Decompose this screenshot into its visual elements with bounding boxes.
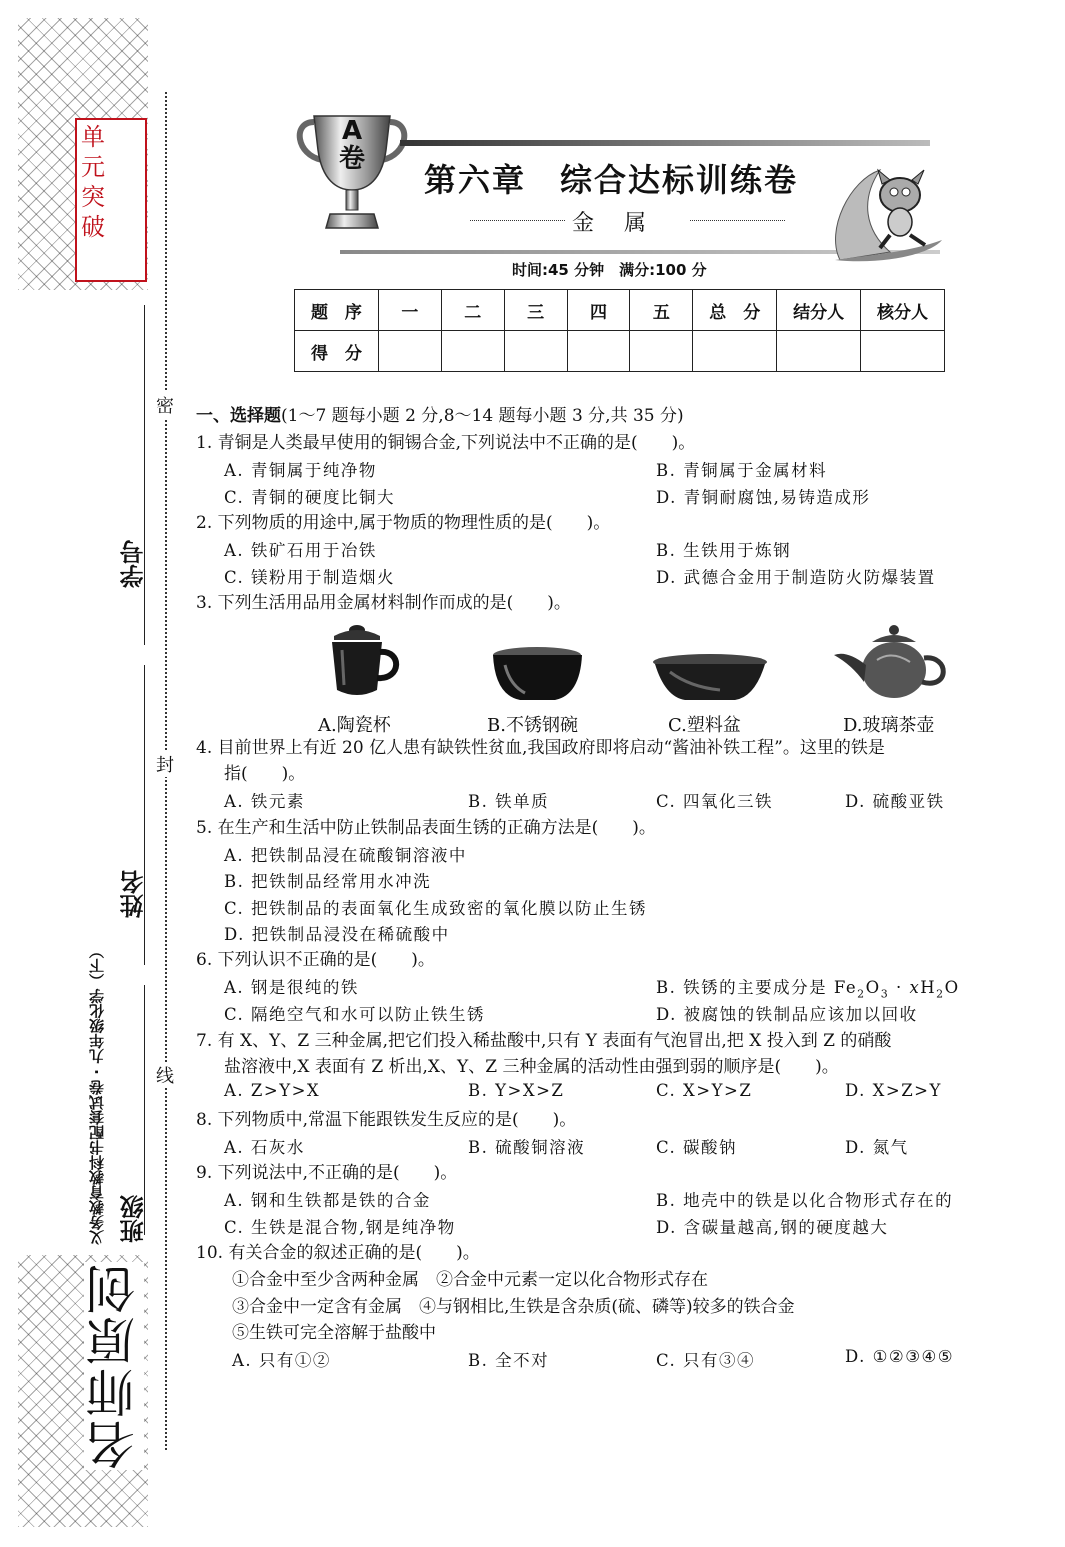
question-stem: 1. 青铜是人类最早使用的铜锡合金,下列说法中不正确的是( )。	[196, 433, 696, 453]
plastic-basin-icon	[650, 652, 770, 704]
subtitle-dots-left	[470, 220, 565, 221]
option[interactable]: B. 全不对	[468, 1351, 550, 1370]
option[interactable]: B. Y>X>Z	[468, 1081, 565, 1100]
score-cell[interactable]	[567, 331, 630, 372]
option[interactable]: A. 铁矿石用于冶铁	[224, 541, 377, 560]
option[interactable]: B. 把铁制品经常用水冲洗	[224, 872, 432, 891]
brand-text: 名师原创	[85, 1262, 143, 1470]
ceramic-cup-icon	[322, 620, 407, 705]
field-label-student-id: 学号	[120, 540, 148, 588]
statement-line: ①合金中至少含两种金属 ②合金中元素一定以化合物形式存在	[232, 1270, 708, 1290]
score-row-label: 得 分	[295, 331, 379, 372]
option[interactable]: B. 地壳中的铁是以化合物形式存在的	[656, 1191, 954, 1210]
option[interactable]: C. 隔绝空气和水可以防止铁生锈	[224, 1005, 486, 1024]
score-header-cell: 五	[630, 290, 693, 331]
option[interactable]: C. X>Y>Z	[656, 1081, 753, 1100]
question-stem: 6. 下列认识不正确的是( )。	[196, 950, 435, 970]
option[interactable]: A.陶瓷杯	[318, 715, 391, 736]
question-stem: 2. 下列物质的用途中,属于物质的物理性质的是( )。	[196, 513, 611, 533]
question-stem: 5. 在生产和生活中防止铁制品表面生锈的正确方法是( )。	[196, 818, 656, 838]
option[interactable]: C. 青铜的硬度比铜大	[224, 488, 396, 507]
field-line-student-id	[144, 305, 145, 645]
score-table-score-row	[295, 331, 945, 372]
field-line-name	[144, 665, 145, 965]
score-header-cell: 题 序	[295, 290, 379, 331]
score-table	[294, 289, 945, 372]
score-cell[interactable]	[630, 331, 693, 372]
option[interactable]: D. 青铜耐腐蚀,易铸造成形	[656, 488, 871, 507]
score-cell[interactable]	[378, 331, 441, 372]
option[interactable]: B. 生铁用于炼钢	[656, 541, 792, 560]
option[interactable]: B. 硫酸铜溶液	[468, 1138, 586, 1157]
option[interactable]: D. X>Z>Y	[845, 1081, 942, 1100]
score-cell[interactable]	[777, 331, 861, 372]
statement-line: ③合金中一定含有金属 ④与钢相比,生铁是含杂质(硫、磷等)较多的铁合金	[232, 1297, 795, 1317]
score-header-cell: 结分人	[777, 290, 861, 331]
option[interactable]: A. Z>Y>X	[224, 1081, 321, 1100]
option[interactable]: A. 青铜属于纯净物	[224, 461, 377, 480]
question-stem: 8. 下列物质中,常温下能跟铁发生反应的是( )。	[196, 1110, 577, 1130]
question-stem-continued: 盐溶液中,X 表面有 Z 析出,X、Y、Z 三种金属的活动性由强到弱的顺序是( )。	[224, 1057, 839, 1077]
option[interactable]: C. 把铁制品的表面氧化生成致密的氧化膜以防止生锈	[224, 899, 648, 918]
field-label-class: 班级	[120, 1195, 148, 1243]
option[interactable]: A. 钢是很纯的铁	[224, 978, 359, 997]
cartoon-cat-surfing-icon	[820, 160, 945, 265]
glass-teapot-icon	[832, 620, 950, 705]
option[interactable]: A. 只有①②	[232, 1351, 331, 1370]
section-note: (1～7 题每小题 2 分,8～14 题每小题 3 分,共 35 分)	[281, 406, 684, 426]
page-subtitle: 金 属	[572, 211, 651, 236]
option[interactable]: D. 被腐蚀的铁制品应该加以回收	[656, 1005, 918, 1024]
unit-label-text: 单元突破	[81, 123, 105, 241]
score-cell[interactable]	[441, 331, 504, 372]
steel-bowl-icon	[490, 645, 585, 707]
score-table-header-row	[295, 290, 945, 331]
score-header-cell: 核分人	[861, 290, 945, 331]
option[interactable]: D. 含碳量越高,钢的硬度越大	[656, 1218, 889, 1237]
score-cell[interactable]	[861, 331, 945, 372]
score-header-cell: 三	[504, 290, 567, 331]
option[interactable]: C. 碳酸钠	[656, 1138, 738, 1157]
option[interactable]: C. 只有③④	[656, 1351, 756, 1370]
score-cell[interactable]	[504, 331, 567, 372]
seal-char-xian: 线	[156, 1062, 174, 1088]
option[interactable]: A. 把铁制品浸在硫酸铜溶液中	[224, 846, 467, 865]
score-cell[interactable]	[693, 331, 777, 372]
option[interactable]: B. 铁单质	[468, 792, 550, 811]
question-stem: 4. 目前世界上有近 20 亿人患有缺铁性贫血,我国政府即将启动“酱油补铁工程”。这里的铁是	[196, 738, 885, 758]
score-header-cell: 一	[378, 290, 441, 331]
option[interactable]: D. 把铁制品浸没在稀硫酸中	[224, 925, 450, 944]
score-header-cell: 总 分	[693, 290, 777, 331]
series-text: 义务教育教科书配套试卷 · 九年级化学（下）	[88, 943, 106, 1245]
question-stem: 3. 下列生活用品用金属材料制作而成的是( )。	[196, 593, 571, 613]
option[interactable]: B. 铁锈的主要成分是 $Fe_2O_3 \cdot xH_2O$	[656, 978, 960, 1001]
option[interactable]: D. 氮气	[845, 1138, 909, 1157]
question-stem-continued: 指( )。	[224, 764, 306, 784]
option[interactable]: D. ①②③④⑤	[845, 1347, 955, 1366]
subtitle-dots-right	[690, 220, 785, 221]
trophy-label: A卷	[338, 116, 365, 174]
option[interactable]: A. 钢和生铁都是铁的合金	[224, 1191, 431, 1210]
time-info: 时间:45 分钟 满分:100 分	[512, 261, 707, 279]
option[interactable]: A. 石灰水	[224, 1138, 305, 1157]
option[interactable]: D. 硫酸亚铁	[845, 792, 945, 811]
option[interactable]: A. 铁元素	[224, 792, 305, 811]
option[interactable]: D. 武德合金用于制造防火防爆装置	[656, 568, 936, 587]
statement-line: ⑤生铁可完全溶解于盐酸中	[232, 1323, 436, 1343]
seal-char-feng: 封	[156, 751, 174, 777]
seal-char-mi: 密	[156, 392, 174, 418]
option[interactable]: B. 青铜属于金属材料	[656, 461, 828, 480]
option[interactable]: C. 生铁是混合物,钢是纯净物	[224, 1218, 456, 1237]
unit-label-box	[75, 118, 147, 282]
option[interactable]: C. 四氧化三铁	[656, 792, 774, 811]
question-stem: 9. 下列说法中,不正确的是( )。	[196, 1163, 458, 1183]
option[interactable]: B.不锈钢碗	[487, 715, 578, 736]
field-label-name: 姓名	[120, 870, 148, 918]
header-rule-top	[400, 140, 930, 146]
question-stem: 7. 有 X、Y、Z 三种金属,把它们投入稀盐酸中,只有 Y 表面有气泡冒出,把 X 投入到 Z 的硝酸	[196, 1031, 892, 1051]
option[interactable]: C. 镁粉用于制造烟火	[224, 568, 396, 587]
score-header-cell: 四	[567, 290, 630, 331]
section-title: 一、选择题	[196, 406, 281, 426]
option[interactable]: C.塑料盆	[668, 715, 741, 736]
question-stem: 10. 有关合金的叙述正确的是( )。	[196, 1243, 480, 1263]
score-header-cell: 二	[441, 290, 504, 331]
option[interactable]: D.玻璃茶壶	[843, 715, 935, 736]
section-heading	[196, 403, 684, 430]
page-title: 第六章 综合达标训练卷	[424, 161, 799, 199]
